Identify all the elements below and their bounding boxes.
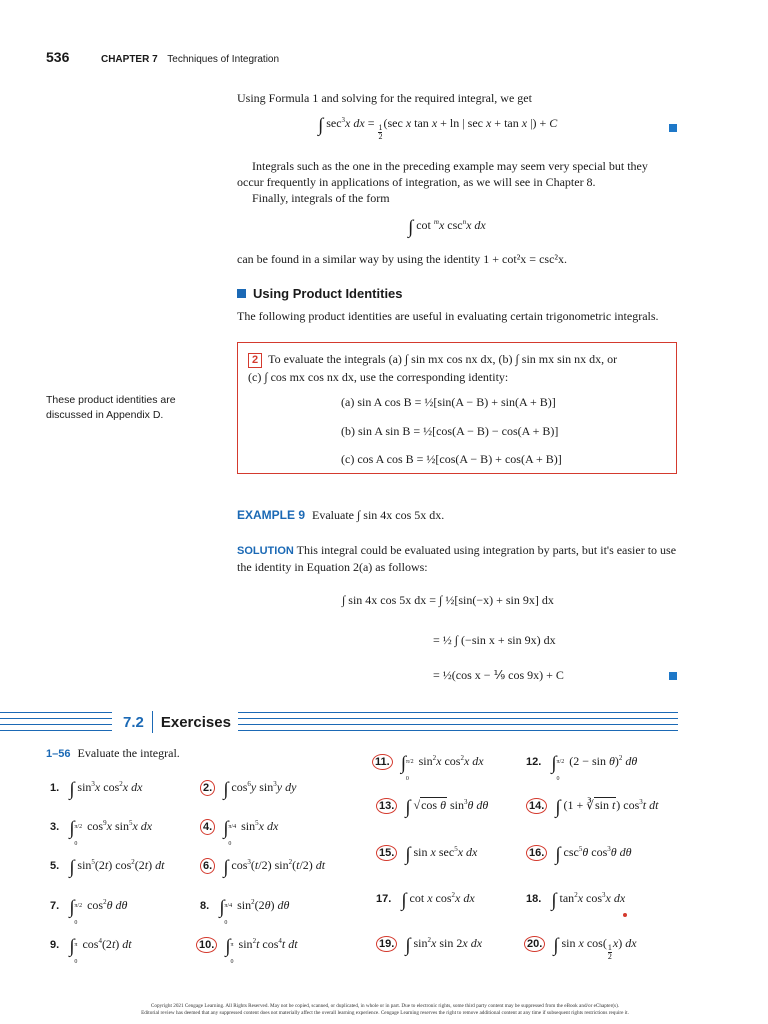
paragraph-integrals-special: Integrals such as the one in the preceding example may seem very special but they occur frequently in applications of integration, as we will see in Chapter 8. — [237, 159, 648, 189]
exercise-item: 20. ∫ sin x cos( $\frac{1}{2}$ x) dx — [524, 934, 637, 961]
exercise-item: 12. ∫ π/2 0 $(2 - \sin \theta)^2$ dθ — [526, 753, 638, 782]
exercise-item: 18. ∫ $\tan^2x$ $\cos^3x$ dx — [526, 890, 626, 911]
end-of-example-marker — [669, 672, 677, 680]
example-label: EXAMPLE 9 — [237, 508, 306, 522]
margin-note: These product identities are discussed in Appendix D. — [46, 394, 176, 421]
annotation-mark — [623, 913, 627, 917]
exercises-divider — [152, 711, 153, 733]
exercise-item: 3. ∫ π/2 0 $\cos^9x$ $\sin^5x$ dx — [50, 818, 153, 847]
exercise-item: 10. ∫ π 0 $\sin^2t$ $\cos^4t$ dt — [196, 935, 298, 966]
exercise-item: 13. ∫ √cos θ $\sin^3\theta$ dθ — [376, 796, 488, 817]
equation-cot-csc-form: ∫ cot $^m$x $\csc^nx$ dx — [408, 217, 486, 238]
exercise-item: 5. ∫ $\sin^5(2t)$ $\cos^2(2t)$ dt — [50, 857, 165, 878]
identity-c: (c) cos A cos B = ½[cos(A − B) + cos(A + B)] — [341, 452, 562, 466]
equation-sec-cubed: ∫ $\sec^3x$ dx = $\frac{1}{2}$ (sec x tan x + ln | sec x + tan x |) + C — [318, 115, 558, 141]
exercise-item: 9. ∫ π 0 $\cos^4(2t)$ dt — [50, 936, 132, 965]
solution-paragraph — [237, 542, 677, 575]
exercise-item: 8. ∫ π/4 0 $\sin^2(2\theta)$ dθ — [200, 897, 290, 926]
exercise-item: 11. ∫ π/2 0 $\sin^2x$ $\cos^2x$ dx — [372, 752, 484, 783]
exercises-title: Exercises — [160, 713, 231, 731]
chapter-title: Techniques of Integration — [167, 54, 280, 65]
example-prompt: Evaluate ∫ sin 4x cos 5x dx. — [312, 508, 445, 522]
box-intro-line2: (c) ∫ cos mx cos nx dx, use the corresponding identity: — [248, 370, 509, 384]
example-heading — [237, 508, 444, 523]
exercise-item: 2. ∫ $\cos^6y$ $\sin^3y$ dy — [200, 778, 296, 799]
section-heading-product-identities: Using Product Identities — [237, 286, 403, 301]
page-header — [46, 49, 279, 65]
solution-step-3: = ½(cos x − ⅑ cos 9x) + C — [433, 668, 564, 682]
paragraph-finally: Finally, integrals of the form — [252, 191, 390, 205]
identity-b: (b) sin A sin B = ½[cos(A − B) − cos(A + B)] — [341, 424, 559, 438]
exercise-item: 16. ∫ $\csc^5\theta$ $\cos^3\theta$ dθ — [526, 843, 632, 864]
exercises-number: 7.2 — [123, 713, 144, 731]
exercise-item: 1. ∫ $\sin^3x$ $\cos^2x$ dx — [50, 779, 143, 800]
identity-box — [237, 342, 677, 474]
solution-step-2: = ½ ∫ (−sin x + sin 9x) dx — [433, 633, 556, 647]
exercise-item: 14. ∫ (1 + ∛sin t) $\cos^3t$ dt — [526, 796, 658, 817]
exercise-item: 6. ∫ $\cos^3(t/2)$ $\sin^2(t/2)$ dt — [200, 856, 325, 877]
solution-step-1: ∫ sin 4x cos 5x dx = ∫ ½[sin(−x) + sin 9x] dx — [342, 593, 554, 607]
exercises-instruction: 1–56 Evaluate the integral. — [46, 746, 180, 760]
exercise-item: 15. ∫ sin x $\sec^5x$ dx — [376, 843, 477, 864]
paragraph-cot-identity: can be found in a similar way by using the identity 1 + cot²x = csc²x. — [237, 252, 567, 266]
solution-label: SOLUTION — [237, 545, 294, 557]
identity-a: (a) sin A cos B = ½[sin(A − B) + sin(A + B)] — [341, 395, 556, 409]
exercises-rule-right — [238, 712, 678, 732]
paragraph-formula-intro: Using Formula 1 and solving for the required integral, we get — [237, 91, 532, 105]
end-of-proof-marker — [669, 124, 677, 132]
chapter-label: CHAPTER 7 — [100, 54, 158, 65]
box-intro-line1: To evaluate the integrals (a) ∫ sin mx cos nx dx, (b) ∫ sin mx sin nx dx, or — [268, 352, 618, 366]
solution-text: This integral could be evaluated using integration by parts, but it's easier to use the identity in Equation 2(a) as follows: — [237, 543, 677, 574]
exercise-item: 19. ∫ $\sin^2x$ sin 2x dx — [376, 934, 482, 955]
exercise-item: 7. ∫ π/2 0 $\cos^2\theta$ dθ — [50, 897, 128, 926]
copyright-footer: Copyright 2021 Cengage Learning. All Rights Reserved. May not be copied, scanned, or duplicated, in whole or in part. Due to electronic rights, some third party content may be suppressed from the eBook and/or eChapter(s). Editorial review has deemed that any suppressed content does not materially affect the overall learning experience. Cengage Learning reserves the right to remove additional content at any time if subsequent rights restrictions require it. — [141, 1003, 629, 1016]
paragraph-product-identities: The following product identities are useful in evaluating certain trigonometric integrals. — [237, 309, 659, 323]
exercise-item: 4. ∫ π/4 0 $\sin^5x$ dx — [200, 817, 278, 848]
exercise-item: 17. ∫ cot x $\cos^2x$ dx — [376, 890, 475, 911]
page-number: 536 — [46, 49, 70, 65]
exercises-rule-left — [0, 712, 112, 732]
exercises-heading — [123, 711, 231, 733]
section-square-icon — [237, 289, 246, 298]
box-number: 2 — [248, 353, 262, 368]
